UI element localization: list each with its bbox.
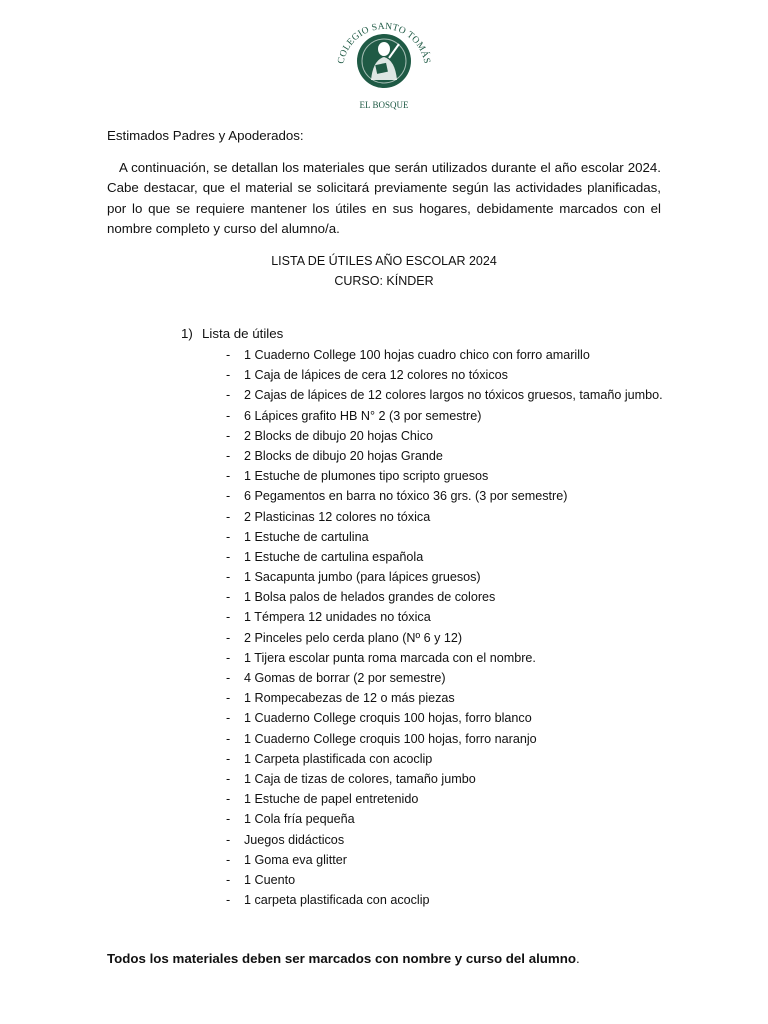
list-bullet: -: [226, 610, 231, 625]
list-item-text: 1 Caja de lápices de cera 12 colores no tóxicos: [244, 368, 508, 383]
list-item-text: 6 Pegamentos en barra no tóxico 36 grs. (3 por semestre): [244, 489, 568, 504]
list-bullet: -: [226, 650, 231, 665]
list-item: [226, 466, 663, 486]
section-number: 1): [181, 326, 193, 341]
supplies-list: [226, 345, 663, 910]
list-item: [226, 446, 663, 466]
list-bullet: -: [226, 529, 231, 544]
list-item-text: 1 Cuaderno College croquis 100 hojas, forro naranjo: [244, 731, 537, 746]
list-item: [226, 870, 663, 890]
letter-greeting: Estimados Padres y Apoderados:: [107, 128, 304, 143]
list-item: [226, 668, 663, 688]
list-bullet: -: [226, 852, 231, 867]
course-title: CURSO: KÍNDER: [334, 274, 434, 288]
list-item: [226, 365, 663, 385]
list-item-text: 1 Goma eva glitter: [244, 852, 347, 867]
list-item: [226, 729, 663, 749]
list-bullet: -: [226, 671, 231, 685]
list-bullet: -: [226, 590, 231, 605]
list-item: [226, 547, 663, 567]
list-item-text: 1 Cuaderno College croquis 100 hojas, forro blanco: [244, 711, 532, 726]
logo-arc-text: COLEGIO SANTO TOMÁS: [336, 21, 432, 65]
list-item: [226, 486, 663, 506]
list-bullet: -: [226, 509, 231, 524]
list-bullet: -: [226, 731, 231, 746]
list-bullet: -: [226, 812, 231, 827]
list-bullet: -: [226, 549, 231, 564]
logo-sub-text: EL BOSQUE: [359, 100, 409, 110]
list-bullet: -: [226, 872, 231, 887]
list-bullet: -: [226, 348, 231, 362]
list-item: [226, 789, 663, 809]
list-item: [226, 850, 663, 870]
list-item-text: 1 Bolsa palos de helados grandes de colores: [244, 590, 496, 605]
school-crest-icon: [329, 14, 439, 114]
list-item: [226, 708, 663, 728]
list-bullet: -: [226, 751, 231, 766]
list-item-text: 1 Cuento: [244, 872, 296, 887]
list-item-text: 1 Estuche de cartulina: [244, 529, 369, 544]
list-item: [226, 607, 663, 627]
list-item: [226, 809, 663, 829]
list-item-text: 1 Estuche de cartulina española: [244, 549, 424, 564]
figure-head: [378, 42, 390, 56]
list-bullet: -: [226, 448, 231, 463]
list-item-text: 1 Caja de tizas de colores, tamaño jumbo: [244, 771, 476, 786]
letter-intro-text: A continuación, se detallan los materiales que serán utilizados durante el año escolar 2024. Cabe destacar, que el material se solicitará previamente según las actividades planificadas, por lo que se requiere mantener los útiles en sus hogares, debidamente marcados con el nombre completo y curso del alumno/a.: [107, 160, 661, 236]
list-item-text: 6 Lápices grafito HB N° 2 (3 por semestre): [244, 408, 482, 423]
list-bullet: -: [226, 691, 231, 706]
list-bullet: -: [226, 792, 231, 807]
list-item: [226, 648, 663, 668]
list-item: [226, 567, 663, 587]
list-item-text: 2 Plasticinas 12 colores no tóxica: [244, 509, 431, 524]
list-item: [226, 385, 663, 405]
list-item-text: 4 Gomas de borrar (2 por semestre): [244, 671, 446, 685]
list-item-text: 1 Témpera 12 unidades no tóxica: [244, 610, 431, 625]
footer-period: .: [575, 951, 580, 966]
list-item-text: 2 Pinceles pelo cerda plano (Nº 6 y 12): [244, 630, 463, 645]
list-item: [226, 527, 663, 547]
list-bullet: -: [226, 893, 231, 908]
list-item: [226, 587, 663, 607]
list-item: [226, 507, 663, 527]
list-bullet: -: [226, 832, 231, 847]
list-item: [226, 749, 663, 769]
footer-note-text: Todos los materiales deben ser marcados con nombre y curso del alumno: [107, 951, 576, 966]
list-title: LISTA DE ÚTILES AÑO ESCOLAR 2024: [271, 254, 497, 268]
list-bullet: -: [226, 489, 231, 504]
list-item-text: 2 Blocks de dibujo 20 hojas Chico: [244, 428, 434, 443]
list-item-text: 1 Sacapunta jumbo (para lápices gruesos): [244, 570, 481, 585]
list-item: [226, 830, 663, 850]
list-item-text: 1 Carpeta plastificada con acoclip: [244, 751, 433, 766]
list-item-text: 1 Cola fría pequeña: [244, 812, 355, 827]
list-item-text: 1 Tijera escolar punta roma marcada con el nombre.: [244, 650, 536, 665]
list-bullet: -: [226, 368, 231, 383]
list-item-text: 1 Estuche de papel entretenido: [244, 792, 419, 807]
letter-intro: [107, 158, 661, 239]
list-item: [226, 426, 663, 446]
list-item: [226, 628, 663, 648]
list-item: [226, 890, 663, 910]
list-item: [226, 688, 663, 708]
list-item-text: 2 Blocks de dibujo 20 hojas Grande: [244, 448, 443, 463]
list-item-text: 1 Cuaderno College 100 hojas cuadro chico con forro amarillo: [244, 348, 590, 362]
list-bullet: -: [226, 469, 231, 484]
list-bullet: -: [226, 570, 231, 585]
list-bullet: -: [226, 630, 231, 645]
list-item-text: 1 Estuche de plumones tipo scripto gruesos: [244, 469, 489, 484]
footer-note: [107, 950, 580, 968]
section-heading: [181, 325, 283, 343]
list-item-text: 1 carpeta plastificada con acoclip: [244, 893, 430, 908]
list-item-text: 1 Rompecabezas de 12 o más piezas: [244, 691, 455, 706]
list-item: [226, 406, 663, 426]
list-bullet: -: [226, 408, 231, 423]
list-item-text: 2 Cajas de lápices de 12 colores largos no tóxicos gruesos, tamaño jumbo.: [244, 388, 663, 403]
list-item: [226, 769, 663, 789]
list-bullet: -: [226, 711, 231, 726]
list-item: [226, 345, 663, 365]
list-bullet: -: [226, 388, 231, 403]
section-heading-text: Lista de útiles: [202, 326, 284, 341]
school-logo: [0, 14, 768, 114]
list-bullet: -: [226, 428, 231, 443]
list-item-text: Juegos didácticos: [244, 832, 345, 847]
list-bullet: -: [226, 771, 231, 786]
